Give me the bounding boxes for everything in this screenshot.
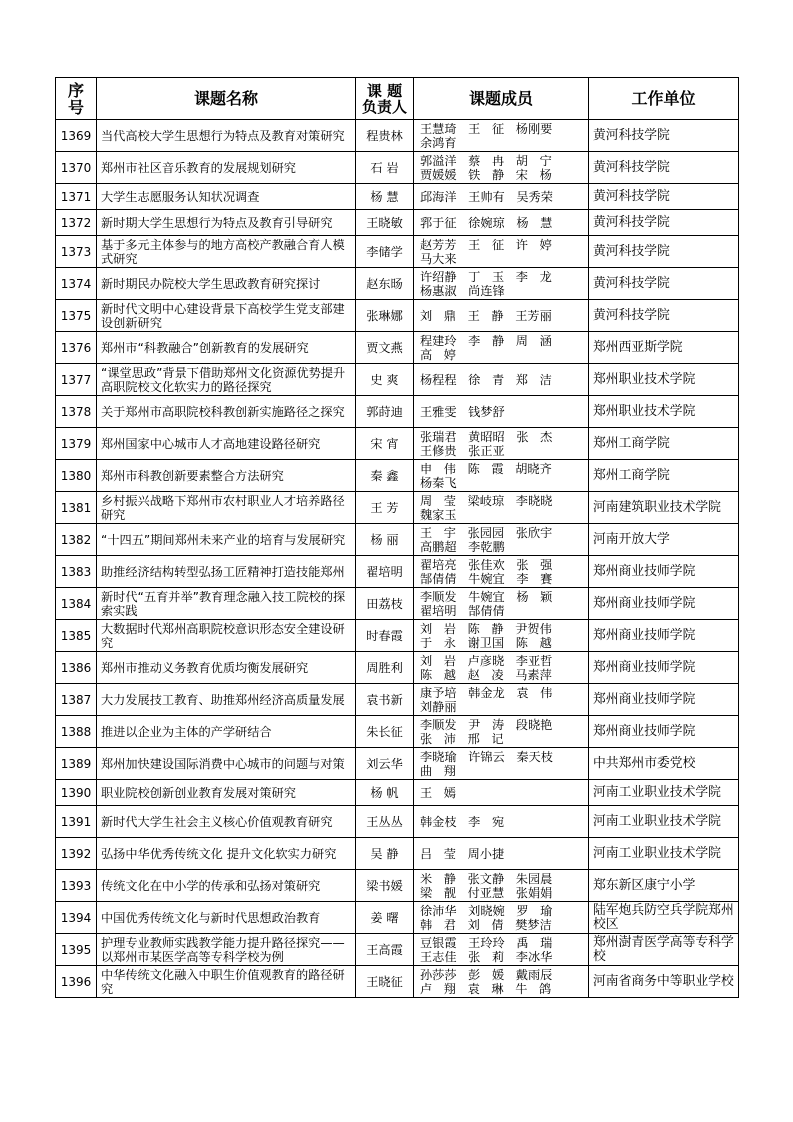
row-number: 1374 [56, 268, 97, 300]
project-title: 郑州市科教创新要素整合方法研究 [97, 460, 356, 492]
table-row [56, 716, 739, 748]
table-row [56, 620, 739, 652]
work-unit: 郑州西亚斯学院 [589, 332, 739, 364]
row-number: 1379 [56, 428, 97, 460]
work-unit: 郑州商业技师学院 [589, 556, 739, 588]
row-number: 1375 [56, 300, 97, 332]
project-leader: 王晓敏 [356, 210, 414, 236]
project-title: 郑州市“科教融合”创新教育的发展研究 [97, 332, 356, 364]
table-row [56, 364, 739, 396]
project-members: 李顺发 尹 涛 段晓艳 张 沛 邢 记 [414, 716, 589, 748]
project-leader: 姜 曙 [356, 902, 414, 934]
work-unit: 郑州商业技师学院 [589, 684, 739, 716]
project-leader: 郭莳迪 [356, 396, 414, 428]
project-leader: 王 芳 [356, 492, 414, 524]
work-unit: 河南开放大学 [589, 524, 739, 556]
project-members: 王 宇 张园园 张欣宇 高鹏超 李乾鹏 [414, 524, 589, 556]
project-leader: 张琳娜 [356, 300, 414, 332]
project-members: 李晓瑜 许锦云 秦天枝 曲 翔 [414, 748, 589, 780]
project-title: 传统文化在中小学的传承和弘扬对策研究 [97, 870, 356, 902]
work-unit: 河南省商务中等职业学校 [589, 966, 739, 998]
project-members: 张瑞君 黄昭昭 张 杰 王修贵 张正亚 [414, 428, 589, 460]
project-title: “十四五”期间郑州未来产业的培育与发展研究 [97, 524, 356, 556]
project-members: 许绍静 丁 玉 李 龙 杨惠淑 尚连锋 [414, 268, 589, 300]
project-leader: 时春霞 [356, 620, 414, 652]
row-number: 1383 [56, 556, 97, 588]
row-number: 1391 [56, 806, 97, 838]
table-row [56, 460, 739, 492]
project-leader: 刘云华 [356, 748, 414, 780]
work-unit: 河南工业职业技术学院 [589, 838, 739, 870]
work-unit: 黄河科技学院 [589, 152, 739, 184]
work-unit: 河南建筑职业技术学院 [589, 492, 739, 524]
table-row [56, 268, 739, 300]
project-title: 关于郑州市高职院校科教创新实施路径之探究 [97, 396, 356, 428]
work-unit: 黄河科技学院 [589, 184, 739, 210]
row-number: 1381 [56, 492, 97, 524]
project-members: 郭溢洋 蔡 冉 胡 宁 贾媛媛 铁 静 宋 杨 [414, 152, 589, 184]
row-number: 1377 [56, 364, 97, 396]
project-members: 翟培亮 张佳欢 张 强 郜倩倩 牛婉宜 李 賽 [414, 556, 589, 588]
work-unit: 黄河科技学院 [589, 268, 739, 300]
project-title: 郑州市推动义务教育优质均衡发展研究 [97, 652, 356, 684]
row-number: 1376 [56, 332, 97, 364]
project-members: 吕 莹 周小捷 [414, 838, 589, 870]
project-title: 新时代大学生社会主义核心价值观教育研究 [97, 806, 356, 838]
row-number: 1378 [56, 396, 97, 428]
project-title: 助推经济结构转型弘扬工匠精神打造技能郑州 [97, 556, 356, 588]
work-unit: 黄河科技学院 [589, 120, 739, 152]
project-title: 基于多元主体参与的地方高校产教融合育人模式研究 [97, 236, 356, 268]
header-lead: 课 题 负责人 [356, 78, 414, 120]
project-leader: 吴 静 [356, 838, 414, 870]
work-unit: 中共郑州市委党校 [589, 748, 739, 780]
header-members: 课题成员 [414, 78, 589, 120]
row-number: 1393 [56, 870, 97, 902]
project-title: 新时期民办院校大学生思政教育研究探讨 [97, 268, 356, 300]
work-unit: 河南工业职业技术学院 [589, 806, 739, 838]
project-leader: 秦 鑫 [356, 460, 414, 492]
project-leader: 周胜利 [356, 652, 414, 684]
project-members: 王 嫣 [414, 780, 589, 806]
table-row [56, 806, 739, 838]
project-leader: 翟培明 [356, 556, 414, 588]
project-title: 郑州市社区音乐教育的发展规划研究 [97, 152, 356, 184]
project-leader: 杨 丽 [356, 524, 414, 556]
table-row [56, 870, 739, 902]
project-leader: 朱长征 [356, 716, 414, 748]
project-members: 孙莎莎 彭 媛 戴雨辰 卢 翔 袁 琳 牛 鸽 [414, 966, 589, 998]
table-row [56, 332, 739, 364]
table-row [56, 838, 739, 870]
project-leader: 田荔枝 [356, 588, 414, 620]
project-leader: 程贵林 [356, 120, 414, 152]
row-number: 1382 [56, 524, 97, 556]
project-title: 乡村振兴战略下郑州市农村职业人才培养路径研究 [97, 492, 356, 524]
project-members: 郛于征 徐婉琼 杨 慧 [414, 210, 589, 236]
row-number: 1396 [56, 966, 97, 998]
project-title: 大数据时代郑州高职院校意识形态安全建设研究 [97, 620, 356, 652]
row-number: 1370 [56, 152, 97, 184]
project-members: 刘 岩 卢彦晓 李亚哲 陈 越 赵 凌 马素萍 [414, 652, 589, 684]
project-leader: 王高霞 [356, 934, 414, 966]
project-members: 王雅雯 钱梦舒 [414, 396, 589, 428]
project-members: 康予培 韩金龙 袁 伟 刘静丽 [414, 684, 589, 716]
table-row [56, 934, 739, 966]
project-leader: 袁书新 [356, 684, 414, 716]
work-unit: 陆军炮兵防空兵学院郑州校区 [589, 902, 739, 934]
table-row [56, 492, 739, 524]
project-leader: 杨 帆 [356, 780, 414, 806]
project-leader: 王丛丛 [356, 806, 414, 838]
table-row [56, 684, 739, 716]
project-title: 弘扬中华优秀传统文化 提升文化软实力研究 [97, 838, 356, 870]
work-unit: 郑州职业技术学院 [589, 396, 739, 428]
header-no: 序 号 [56, 78, 97, 120]
row-number: 1386 [56, 652, 97, 684]
project-members: 程建玲 李 静 周 涵 高 婷 [414, 332, 589, 364]
project-members: 王慧琦 王 征 杨刚要 余鸿育 [414, 120, 589, 152]
project-title: 职业院校创新创业教育发展对策研究 [97, 780, 356, 806]
project-title: “课堂思政”背景下借助郑州文化资源优势提升高职院校文化软实力的路径探究 [97, 364, 356, 396]
row-number: 1388 [56, 716, 97, 748]
table-body [56, 120, 739, 998]
work-unit: 郑州商业技师学院 [589, 716, 739, 748]
project-title: 郑州加快建设国际消费中心城市的问题与对策 [97, 748, 356, 780]
table-row [56, 152, 739, 184]
project-leader: 王晓征 [356, 966, 414, 998]
project-members: 韩金枝 李 宛 [414, 806, 589, 838]
table-row [56, 902, 739, 934]
row-number: 1392 [56, 838, 97, 870]
project-title: 中国优秀传统文化与新时代思想政治教育 [97, 902, 356, 934]
project-title: 推进以企业为主体的产学研结合 [97, 716, 356, 748]
row-number: 1387 [56, 684, 97, 716]
table-row [56, 396, 739, 428]
project-leader: 赵东旸 [356, 268, 414, 300]
table-header-row [56, 78, 739, 120]
work-unit: 郑州工商学院 [589, 460, 739, 492]
work-unit: 郑州职业技术学院 [589, 364, 739, 396]
work-unit: 河南工业职业技术学院 [589, 780, 739, 806]
row-number: 1373 [56, 236, 97, 268]
project-title: 郑州国家中心城市人才高地建设路径研究 [97, 428, 356, 460]
project-title: 大力发展技工教育、助推郑州经济高质量发展 [97, 684, 356, 716]
project-members: 徐沛华 刘晓婉 罗 瑜 韩 君 刘 倩 樊梦洁 [414, 902, 589, 934]
row-number: 1390 [56, 780, 97, 806]
table-row [56, 428, 739, 460]
project-leader: 李储学 [356, 236, 414, 268]
project-table [55, 77, 739, 998]
table-row [56, 966, 739, 998]
project-title: 大学生志愿服务认知状况调查 [97, 184, 356, 210]
project-members: 刘 鼎 王 静 王芳丽 [414, 300, 589, 332]
project-title: 新时代文明中心建设背景下高校学生党支部建设创新研究 [97, 300, 356, 332]
row-number: 1384 [56, 588, 97, 620]
row-number: 1369 [56, 120, 97, 152]
project-title: 中华传统文化融入中职生价值观教育的路径研究 [97, 966, 356, 998]
project-members: 李顺发 牛婉宜 杨 颖 翟培明 郜倩倩 [414, 588, 589, 620]
work-unit: 郑州工商学院 [589, 428, 739, 460]
row-number: 1380 [56, 460, 97, 492]
table-row [56, 120, 739, 152]
row-number: 1385 [56, 620, 97, 652]
project-leader: 梁书媛 [356, 870, 414, 902]
work-unit: 黄河科技学院 [589, 300, 739, 332]
row-number: 1372 [56, 210, 97, 236]
row-number: 1371 [56, 184, 97, 210]
project-leader: 贾文燕 [356, 332, 414, 364]
table-row [56, 300, 739, 332]
work-unit: 郑州商业技师学院 [589, 620, 739, 652]
header-title: 课题名称 [97, 78, 356, 120]
project-leader: 石 岩 [356, 152, 414, 184]
table-row [56, 780, 739, 806]
work-unit: 黄河科技学院 [589, 210, 739, 236]
project-leader: 宋 宵 [356, 428, 414, 460]
project-members: 邱海洋 王帅有 吴秀荣 [414, 184, 589, 210]
project-members: 豆银霞 王玲玲 禹 瑞 王志佳 张 莉 李冰华 [414, 934, 589, 966]
table-row [56, 184, 739, 210]
table-row [56, 588, 739, 620]
work-unit: 郑州澍青医学高等专科学校 [589, 934, 739, 966]
project-members: 杨程程 徐 青 郑 洁 [414, 364, 589, 396]
table-row [56, 556, 739, 588]
table-row [56, 524, 739, 556]
project-members: 刘 岩 陈 静 尹贺伟 于 永 谢卫国 陈 越 [414, 620, 589, 652]
work-unit: 郑州商业技师学院 [589, 652, 739, 684]
project-title: 护理专业教师实践教学能力提升路径探究——以郑州市某医学高等专科学校为例 [97, 934, 356, 966]
table-row [56, 236, 739, 268]
project-title: 当代高校大学生思想行为特点及教育对策研究 [97, 120, 356, 152]
row-number: 1389 [56, 748, 97, 780]
work-unit: 郑东新区康宁小学 [589, 870, 739, 902]
row-number: 1394 [56, 902, 97, 934]
table-row [56, 748, 739, 780]
table-row [56, 652, 739, 684]
project-leader: 杨 慧 [356, 184, 414, 210]
project-leader: 史 爽 [356, 364, 414, 396]
project-members: 赵芳芳 王 征 许 婷 马大来 [414, 236, 589, 268]
project-members: 周 莹 梁岐琼 李晓晓 魏家玉 [414, 492, 589, 524]
project-title: 新时代“五育并举”教育理念融入技工院校的探索实践 [97, 588, 356, 620]
row-number: 1395 [56, 934, 97, 966]
table-row [56, 210, 739, 236]
work-unit: 郑州商业技师学院 [589, 588, 739, 620]
header-org: 工作单位 [589, 78, 739, 120]
work-unit: 黄河科技学院 [589, 236, 739, 268]
project-members: 申 伟 陈 霞 胡晓齐 杨秦飞 [414, 460, 589, 492]
project-members: 米 静 张文静 朱园晨 梁 靓 付亚慧 张娟娟 [414, 870, 589, 902]
project-title: 新时期大学生思想行为特点及教育引导研究 [97, 210, 356, 236]
